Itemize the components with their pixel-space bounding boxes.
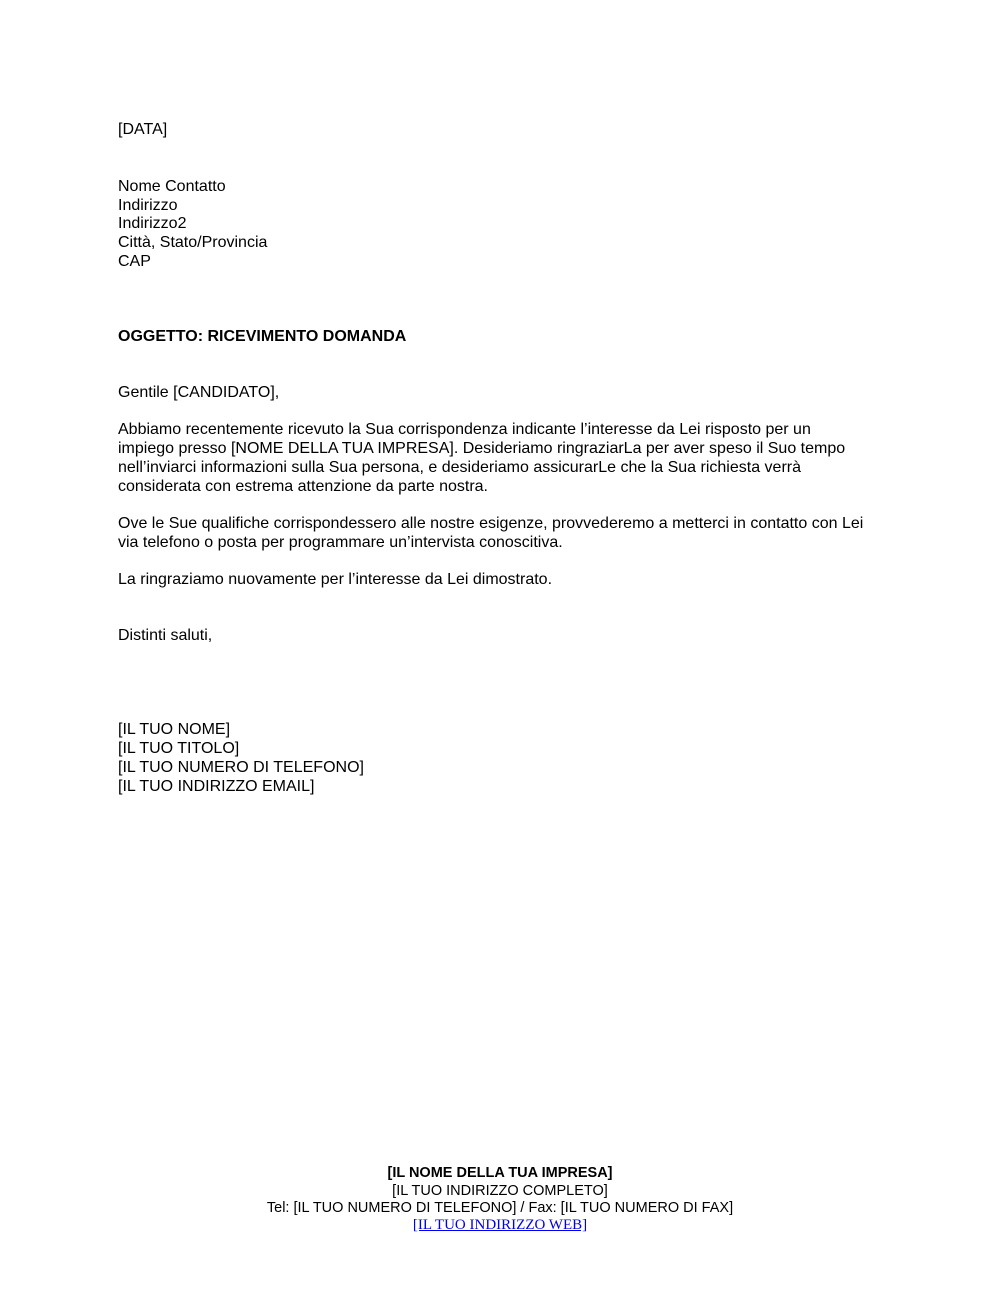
- recipient-address-2: Indirizzo2: [118, 215, 187, 232]
- paragraph-1-line-4: considerata con estrema attenzione da parte nostra.: [118, 478, 488, 495]
- recipient-zip: CAP: [118, 253, 151, 270]
- signature-name: [IL TUO NOME]: [118, 721, 231, 738]
- footer-company-name: [IL NOME DELLA TUA IMPRESA]: [387, 1165, 613, 1181]
- footer-address: [IL TUO INDIRIZZO COMPLETO]: [392, 1183, 608, 1199]
- signature-email: [IL TUO INDIRIZZO EMAIL]: [118, 778, 315, 795]
- letter-closing: Distinti saluti,: [118, 627, 213, 644]
- letter-date: [DATA]: [118, 121, 168, 138]
- paragraph-3: La ringraziamo nuovamente per l’interesse da Lei dimostrato.: [118, 571, 553, 588]
- signature-title: [IL TUO TITOLO]: [118, 740, 240, 757]
- letter-subject: OGGETTO: RICEVIMENTO DOMANDA: [118, 328, 407, 345]
- paragraph-1-line-2: impiego presso [NOME DELLA TUA IMPRESA]. Desideriamo ringraziarLa per aver speso il Suo tempo: [118, 440, 846, 457]
- footer-website-link[interactable]: [IL TUO INDIRIZZO WEB]: [412, 1217, 588, 1233]
- paragraph-2-line-2: via telefono o posta per programmare un’intervista conoscitiva.: [118, 534, 563, 551]
- paragraph-2-line-1: Ove le Sue qualifiche corrispondessero alle nostre esigenze, provvederemo a metterci in contatto con Lei: [118, 515, 864, 532]
- footer-contacts: Tel: [IL TUO NUMERO DI TELEFONO] / Fax: [IL TUO NUMERO DI FAX]: [266, 1200, 734, 1216]
- paragraph-1-line-3: nell’inviarci informazioni sulla Sua persona, e desideriamo assicurarLe che la Sua richiesta verrà: [118, 459, 801, 476]
- recipient-address-1: Indirizzo: [118, 197, 178, 214]
- footer-website-row: [0, 1216, 1000, 1234]
- paragraph-1-line-1: Abbiamo recentemente ricevuto la Sua corrispondenza indicante l’interesse da Lei risposto per un: [118, 421, 811, 438]
- recipient-city-state: Città, Stato/Provincia: [118, 234, 268, 251]
- signature-phone: [IL TUO NUMERO DI TELEFONO]: [118, 759, 364, 776]
- recipient-name: Nome Contatto: [118, 178, 226, 195]
- letter-salutation: Gentile [CANDIDATO],: [118, 384, 280, 401]
